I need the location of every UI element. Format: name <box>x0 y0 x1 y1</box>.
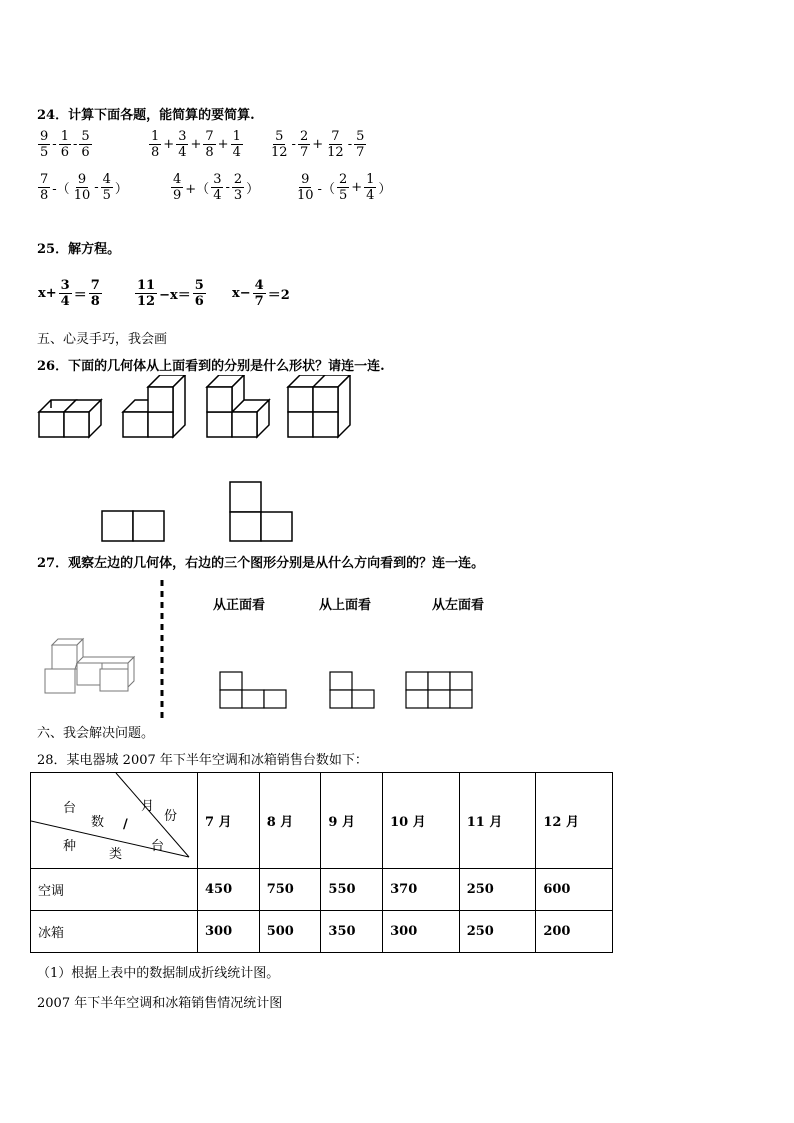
row-label-fridge: 冰箱 <box>31 911 198 953</box>
top-view-a-right <box>133 511 164 541</box>
table-cell: 550 <box>321 869 383 911</box>
q28-title: 28．某电器城 2007 年下半年空调和冰箱销售台数如下： <box>37 753 368 768</box>
table-cell: 600 <box>536 869 613 911</box>
q27-solid <box>42 637 140 695</box>
view-label-left: 从左面看 <box>432 598 485 613</box>
operator: -（ <box>317 182 335 197</box>
fraction: $\frac{7}{8}$ <box>90 278 100 309</box>
q24-expr-4 <box>37 172 129 203</box>
operator: + <box>312 137 324 152</box>
month-header: 11 月 <box>459 773 536 869</box>
operator: ） <box>378 182 392 197</box>
table-cell: 300 <box>383 911 460 953</box>
table-cell: 300 <box>198 911 260 953</box>
fraction: $\frac{2}{5}$ <box>338 172 348 203</box>
fraction: $\frac{5}{7}$ <box>356 129 365 160</box>
q25-eq-2 <box>134 278 207 309</box>
chart-title: 2007 年下半年空调和冰箱销售情况统计图 <box>37 996 283 1011</box>
month-header: 8 月 <box>259 773 321 869</box>
fraction: $\frac{9}{10}$ <box>297 172 314 203</box>
operator: x+ <box>38 286 57 301</box>
fraction: $\frac{1}{4}$ <box>232 129 241 160</box>
operator: - <box>291 137 296 152</box>
operator: −x＝ <box>159 288 191 303</box>
operator: + <box>163 137 175 152</box>
month-header: 7 月 <box>198 773 260 869</box>
view-label-front: 从正面看 <box>213 598 266 613</box>
month-header: 12 月 <box>536 773 613 869</box>
section5-heading: 五、心灵手巧，我会画 <box>37 332 168 347</box>
fraction: $\frac{4}{7}$ <box>254 278 264 309</box>
q24-expr-5 <box>170 172 260 203</box>
operator: + <box>190 137 202 152</box>
view-shape-1 <box>220 672 286 708</box>
operator: -（ <box>52 182 70 197</box>
table-cell: 200 <box>536 911 613 953</box>
table-cell: 250 <box>459 869 536 911</box>
table-cell: 370 <box>383 869 460 911</box>
fraction: $\frac{5}{6}$ <box>194 278 204 309</box>
solid-4 <box>288 375 350 437</box>
operator: - <box>225 180 230 195</box>
dashed-divider <box>159 580 165 722</box>
fraction: $\frac{7}{8}$ <box>40 172 49 203</box>
top-view-b-bottom-right <box>261 512 292 541</box>
row-label-ac: 空调 <box>31 869 198 911</box>
q28-subquestion-1: （1）根据上表中的数据制成折线统计图。 <box>37 966 280 981</box>
fraction: $\frac{2}{7}$ <box>299 129 309 160</box>
table-cell: 350 <box>321 911 383 953</box>
fraction: $\frac{3}{4}$ <box>178 129 187 160</box>
q26-solids <box>36 375 352 440</box>
operator: +（ <box>185 182 210 197</box>
table-cell: 500 <box>259 911 321 953</box>
q27-title: 27．观察左边的几何体，右边的三个图形分别是从什么方向看到的？连一连。 <box>37 556 485 571</box>
fraction: $\frac{9}{10}$ <box>73 172 91 203</box>
q25-eq-1 <box>37 278 103 309</box>
sales-table <box>30 772 613 953</box>
solid-1 <box>39 400 101 437</box>
table-row-fridge <box>31 911 613 953</box>
q24-expr-2 <box>148 129 244 160</box>
month-header: 9 月 <box>321 773 383 869</box>
fraction: $\frac{4}{5}$ <box>102 172 111 203</box>
q25-title: 25．解方程。 <box>37 242 121 257</box>
operator: - <box>52 137 57 152</box>
fraction: $\frac{1}{8}$ <box>151 129 160 160</box>
fraction: $\frac{2}{3}$ <box>233 172 243 203</box>
view-shape-3 <box>406 672 472 708</box>
fraction: $\frac{11}{12}$ <box>137 278 156 309</box>
fraction: $\frac{1}{6}$ <box>60 129 69 160</box>
operator: ＝2 <box>267 288 290 303</box>
q24-expr-1 <box>37 129 93 160</box>
top-view-a-left <box>102 511 133 541</box>
q24-expr-6 <box>294 172 392 203</box>
operator: - <box>347 137 353 152</box>
month-header: 10 月 <box>383 773 460 869</box>
operator: x− <box>232 286 251 301</box>
fraction: $\frac{5}{12}$ <box>271 129 288 160</box>
q26-title: 26．下面的几何体从上面看到的分别是什么形状？请连一连. <box>37 359 385 374</box>
fraction: $\frac{3}{4}$ <box>60 278 70 309</box>
operator: ） <box>246 182 260 197</box>
table-row-ac <box>31 869 613 911</box>
table-cell: 750 <box>259 869 321 911</box>
diagonal-header-cell: 台 数 月 份 / 种 类 台 <box>31 773 198 869</box>
section6-heading: 六、我会解决问题。 <box>37 726 155 741</box>
fraction: $\frac{4}{9}$ <box>173 172 182 203</box>
q26-top-views <box>100 481 295 544</box>
operator: ） <box>114 182 128 197</box>
operator: - <box>94 180 99 195</box>
q24-title: 24．计算下面各题，能简算的要简算. <box>37 108 255 123</box>
top-view-b-top <box>230 482 261 512</box>
fraction: $\frac{1}{4}$ <box>366 172 375 203</box>
q27-view-shapes <box>218 670 476 710</box>
operator: - <box>72 137 78 152</box>
view-shape-2 <box>330 672 374 708</box>
view-label-top: 从上面看 <box>319 598 372 613</box>
operator: + <box>217 137 229 152</box>
fraction: $\frac{5}{6}$ <box>81 129 90 160</box>
fraction: $\frac{3}{4}$ <box>213 172 222 203</box>
top-view-b-bottom-left <box>230 512 261 541</box>
operator: ＝ <box>73 288 87 303</box>
fraction: $\frac{7}{8}$ <box>205 129 214 160</box>
solid-3 <box>207 375 269 437</box>
operator: + <box>351 180 363 195</box>
q24-expr-3 <box>268 129 367 160</box>
solid-2 <box>123 375 185 437</box>
table-cell: 450 <box>198 869 260 911</box>
fraction: $\frac{9}{5}$ <box>40 129 49 160</box>
fraction: $\frac{7}{12}$ <box>327 129 344 160</box>
table-cell: 250 <box>459 911 536 953</box>
q25-eq-3 <box>231 278 291 309</box>
